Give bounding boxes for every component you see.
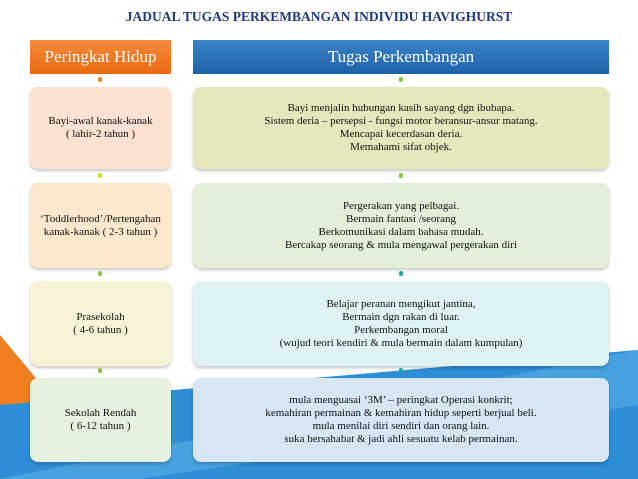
task-line: Bercakap seorang & mula mengawal pergerakan diri <box>285 238 517 251</box>
header-tasks: Tugas Perkembangan <box>193 40 609 74</box>
connector-dot <box>98 271 102 276</box>
header-stage: Peringkat Hidup <box>30 40 171 74</box>
task-box-preschool <box>193 281 609 366</box>
task-line: mula menguasai ‘3M’ – peringkat Operasi konkrit; <box>289 394 513 406</box>
connector-dot <box>399 271 403 276</box>
task-line: (wujud teori kendiri & mula bermain dalam kumpulan) <box>279 336 523 349</box>
task-line: kemahiran permainan & kemahiran hidup seperti berjual beli. <box>265 407 537 419</box>
task-line: mula menilai diri sendiri dan orang lain. <box>312 420 490 432</box>
stage-age: ( 6-12 tahun ) <box>70 420 131 432</box>
task-line: Bermain dgn rakan di luar. <box>342 310 460 323</box>
task-line: Memahami sifat objek. <box>350 141 452 153</box>
task-line: Sistem deria – persepsi - fungsi motor beransur-ansur matang. <box>264 115 538 127</box>
stage-age: ( lahir-2 tahun ) <box>65 128 136 140</box>
task-line: Mencapai kecerdasan deria. <box>339 128 463 140</box>
task-box-toddlerhood <box>193 183 609 268</box>
stage-box-toddlerhood <box>30 183 171 268</box>
stage-box-preschool <box>30 281 171 366</box>
connector-dot <box>399 173 403 178</box>
stage-text: Bayi-awal kanak-kanak <box>48 115 153 127</box>
stage-age: kanak-kanak ( 2-3 tahun ) <box>43 225 158 238</box>
task-box-infancy <box>193 87 609 169</box>
task-line: Bayi menjalin hubungan kasih sayang dgn ibubapa. <box>287 102 515 114</box>
task-line: Belajar peranan mengikut jantina, <box>326 297 476 310</box>
connector-dot <box>399 368 403 373</box>
task-line: Perkembangan moral <box>354 323 448 336</box>
task-line: suka bersahabat & jadi ahli sesuatu kelab permainan. <box>284 433 518 445</box>
stage-text: Sekolah Rendah <box>64 407 137 419</box>
connector-dot <box>98 368 102 373</box>
stage-text: ‘Toddlerhood’/Pertengahan <box>40 212 161 225</box>
stage-box-primary-school <box>30 378 171 462</box>
page-title: JADUAL TUGAS PERKEMBANGAN INDIVIDU HAVIGHURST <box>125 9 513 24</box>
connector-dot <box>98 173 102 178</box>
task-line: Bermain fantasi /seorang <box>346 212 456 225</box>
connector-dot <box>399 77 403 82</box>
task-line: Pergerakan yang pelbagai. <box>342 199 460 212</box>
task-line: Berkomunikasi dalam bahasa mudah. <box>318 225 484 238</box>
stage-box-infancy <box>30 87 171 169</box>
connector-dot <box>98 77 102 82</box>
stage-age: ( 4-6 tahun ) <box>73 323 128 336</box>
stage-text: Prasekolah <box>76 310 125 323</box>
task-box-primary-school <box>193 378 609 462</box>
